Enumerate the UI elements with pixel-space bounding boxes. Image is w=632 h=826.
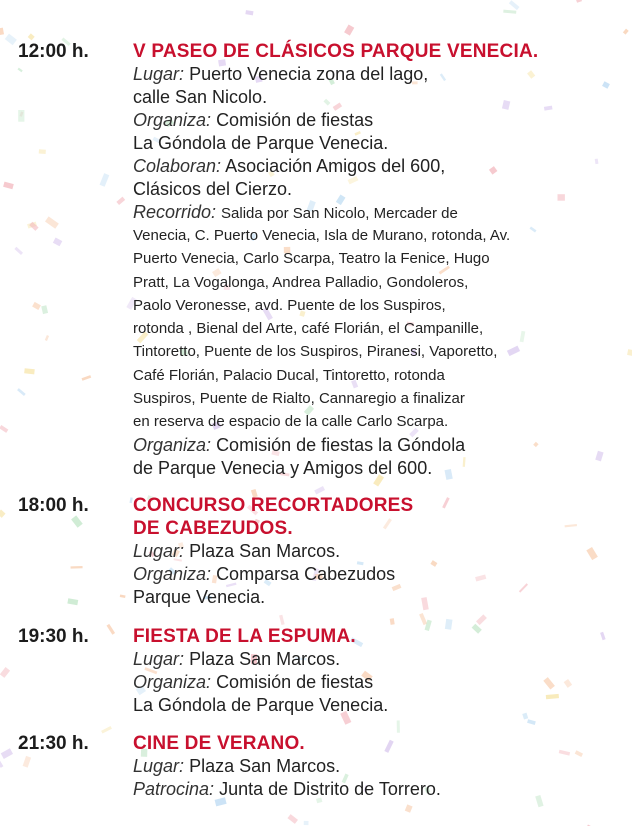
confetti-piece <box>67 598 78 605</box>
event-title <box>133 625 613 648</box>
confetti-piece <box>0 425 8 433</box>
confetti-piece <box>279 615 285 625</box>
confetti-piece <box>576 0 582 3</box>
confetti-piece <box>5 34 17 46</box>
route-line: Venecia, C. Puerto Venecia, Isla de Murano, rotonda, Av. <box>133 227 511 244</box>
confetti-piece <box>18 110 24 122</box>
detail-organiza <box>133 434 613 480</box>
detail-organiza <box>133 109 613 155</box>
detail-lugar <box>133 63 613 109</box>
confetti-piece <box>24 368 35 374</box>
event-title-line: V PASEO DE CLÁSICOS PARQUE VENECIA. <box>133 41 539 62</box>
confetti-piece <box>0 761 3 768</box>
detail-organiza <box>133 671 613 717</box>
confetti-piece <box>287 814 298 824</box>
confetti-piece <box>45 335 49 341</box>
route-line: rotonda , Bienal del Arte, café Florián, el Campanille, <box>133 320 484 338</box>
detail-label: Lugar: <box>133 756 185 776</box>
detail-text: Asociación Amigos del 600, <box>225 156 446 176</box>
confetti-piece <box>82 375 92 381</box>
confetti-piece <box>120 595 126 598</box>
detail-text: Salida por San Nicolo, Mercader de <box>221 205 458 222</box>
confetti-piece <box>18 68 23 73</box>
detail-text: Parque Venecia. <box>133 587 266 607</box>
confetti-piece <box>100 173 110 187</box>
route-line: Tintoretto, Puente de los Suspiros, Piranesi, Vaporetto, <box>133 343 498 361</box>
confetti-piece <box>527 719 536 725</box>
confetti-piece <box>304 821 309 825</box>
confetti-piece <box>1 748 13 759</box>
confetti-piece <box>71 515 83 527</box>
confetti-piece <box>107 624 116 635</box>
detail-label: Organiza: <box>133 672 212 692</box>
confetti-piece <box>45 216 59 228</box>
confetti-piece <box>32 302 41 310</box>
event-title-line: FIESTA DE LA ESPUMA. <box>133 626 356 647</box>
event-time: 19:30 h. <box>18 626 89 647</box>
confetti-piece <box>0 510 6 518</box>
confetti-piece <box>503 10 516 14</box>
confetti-piece <box>0 28 4 36</box>
detail-text: Plaza San Marcos. <box>189 649 341 669</box>
confetti-piece <box>3 182 14 190</box>
confetti-piece <box>14 247 23 255</box>
confetti-piece <box>419 613 427 625</box>
detail-label: Lugar: <box>133 649 185 669</box>
detail-label: Organiza: <box>133 110 212 130</box>
route-line: Pratt, La Vogalonga, Andrea Palladio, Gondoleros, <box>133 273 469 291</box>
detail-text: Comisión de fiestas la Góndola <box>216 435 466 455</box>
detail-text: Comparsa Cabezudos <box>216 564 396 584</box>
route-line: Puerto Venecia, Carlo Scarpa, Teatro la Fenice, Hugo <box>133 250 490 268</box>
detail-text: de Parque Venecia y Amigos del 600. <box>133 458 433 478</box>
event-title-line: DE CABEZUDOS. <box>133 518 293 539</box>
detail-patrocina <box>133 778 613 801</box>
route-line: Suspiros, Puente de Rialto, Cannaregio a finalizar <box>133 390 465 408</box>
detail-lugar <box>133 540 613 563</box>
detail-text: La Góndola de Parque Venecia. <box>133 133 389 153</box>
confetti-piece <box>245 10 253 15</box>
confetti-piece <box>116 197 125 205</box>
detail-recorrido-route <box>133 224 613 434</box>
detail-label: Organiza: <box>133 564 212 584</box>
detail-label: Organiza: <box>133 435 212 455</box>
detail-text: Clásicos del Cierzo. <box>133 179 293 199</box>
confetti-piece <box>17 388 26 396</box>
detail-lugar <box>133 755 613 778</box>
detail-recorrido <box>133 201 613 225</box>
confetti-piece <box>0 667 10 678</box>
confetti-piece <box>509 0 520 10</box>
route-line: Paolo Veronesse, avd. Puente de los Suspiros, <box>133 296 446 314</box>
detail-text: Plaza San Marcos. <box>189 541 341 561</box>
detail-label: Lugar: <box>133 64 185 84</box>
detail-label: Patrocina: <box>133 779 215 799</box>
detail-text: Puerto Venecia zona del lago, <box>189 64 429 84</box>
event-time: 18:00 h. <box>18 495 89 516</box>
detail-text: Comisión de fiestas <box>216 672 374 692</box>
detail-label: Colaboran: <box>133 156 222 176</box>
detail-text: Comisión de fiestas <box>216 110 374 130</box>
detail-text: Junta de Distrito de Torrero. <box>219 779 441 799</box>
detail-organiza <box>133 563 613 609</box>
event-time: 21:30 h. <box>18 733 89 754</box>
route-line: en reserva de espacio de la calle Carlo Scarpa. <box>133 413 449 431</box>
confetti-piece <box>397 720 400 732</box>
detail-text: calle San Nicolo. <box>133 87 268 107</box>
detail-lugar <box>133 648 613 671</box>
detail-text: Plaza San Marcos. <box>189 756 341 776</box>
confetti-piece <box>101 726 112 733</box>
confetti-piece <box>476 614 487 625</box>
event-title <box>133 494 613 540</box>
confetti-piece <box>405 804 413 812</box>
event-title <box>133 40 613 63</box>
confetti-piece <box>344 25 354 36</box>
event-title-line: CINE DE VERANO. <box>133 733 305 754</box>
detail-label: Recorrido: <box>133 202 217 222</box>
detail-label: Lugar: <box>133 541 185 561</box>
event-title-line: CONCURSO RECORTADORES <box>133 495 414 516</box>
detail-text: La Góndola de Parque Venecia. <box>133 695 389 715</box>
event-time: 12:00 h. <box>18 41 89 62</box>
route-line: Café Florián, Palacio Ducal, Tintoretto, rotonda <box>133 366 445 384</box>
confetti-piece <box>41 305 48 314</box>
event-title <box>133 732 613 755</box>
confetti-piece <box>53 238 62 247</box>
confetti-piece <box>23 756 31 768</box>
confetti-piece <box>71 566 83 569</box>
confetti-piece <box>627 349 632 357</box>
detail-colaboran <box>133 155 613 201</box>
confetti-piece <box>623 29 629 35</box>
confetti-piece <box>390 618 395 625</box>
confetti-piece <box>39 149 46 154</box>
